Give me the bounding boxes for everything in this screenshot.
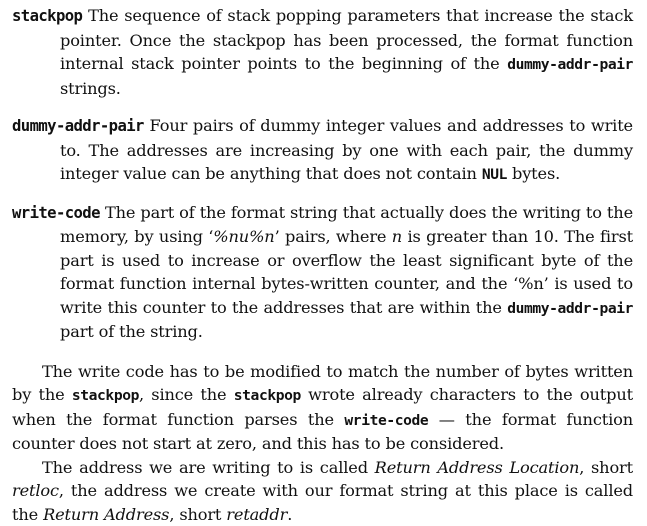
text-run: strings. [60,79,121,98]
paragraph [12,456,633,526]
text-run: , since the [139,385,234,404]
definition-term: dummy-addr-pair [12,117,144,135]
inline-code: write-code [344,412,428,429]
paragraph [12,360,633,456]
text-run: part of the string. [60,322,203,341]
inline-code: dummy-addr-pair [507,300,633,317]
inline-code: stackpop [234,387,301,404]
body-text [12,360,633,526]
italic-term: retaddr [226,505,287,524]
inline-code: stackpop [72,387,139,404]
text-run: , the address we create with our format string at this place is called the [12,481,633,524]
text-run: ’ pairs, where [275,227,392,246]
document-page [12,4,633,526]
text-run: The sequence of stack popping parameters that increase the stack pointer. Once the stackpop has been processed, the format function internal stack pointer points to the beginning of the [60,6,633,73]
definition-list [12,4,633,344]
text-run: , short [169,505,226,524]
text-run: . [287,505,292,524]
text-run: is greater than 10. The first part is used to increase or overflow the least significant byte of the format function internal bytes-written counter, and the ‘%n’ is used to write this counter to the addresses that are within the [60,227,633,317]
format-specifier: %nu%n [213,227,274,246]
text-run: bytes. [507,164,560,183]
text-run: , short [579,458,633,477]
definition-item [12,114,633,187]
italic-term: n [392,227,402,246]
text-run: The address we are writing to is called [42,458,375,477]
text-run: The part of the format string that actually does the writing to the memory, by using ‘ [60,203,633,247]
definition-term: stackpop [12,7,82,25]
inline-code: NUL [482,166,507,183]
italic-term: Return Address [43,505,169,524]
definition-term: write-code [12,204,100,222]
definition-item [12,4,633,100]
text-run: wrote already characters to the output when the format function parses the [12,385,633,429]
italic-term: Return Address Location [375,458,580,477]
inline-code: dummy-addr-pair [507,56,633,73]
italic-term: retloc [12,481,59,500]
text-run: The write code has to be modified to match the number of bytes written by the [12,362,633,405]
text-run: — the format function counter does not start at zero, and this has to be considered. [12,410,633,454]
text-run: Four pairs of dummy integer values and addresses to write to. The addresses are increasing by one with each pair, the dummy integer value can be anything that does not contain [60,116,633,183]
definition-item [12,201,633,344]
